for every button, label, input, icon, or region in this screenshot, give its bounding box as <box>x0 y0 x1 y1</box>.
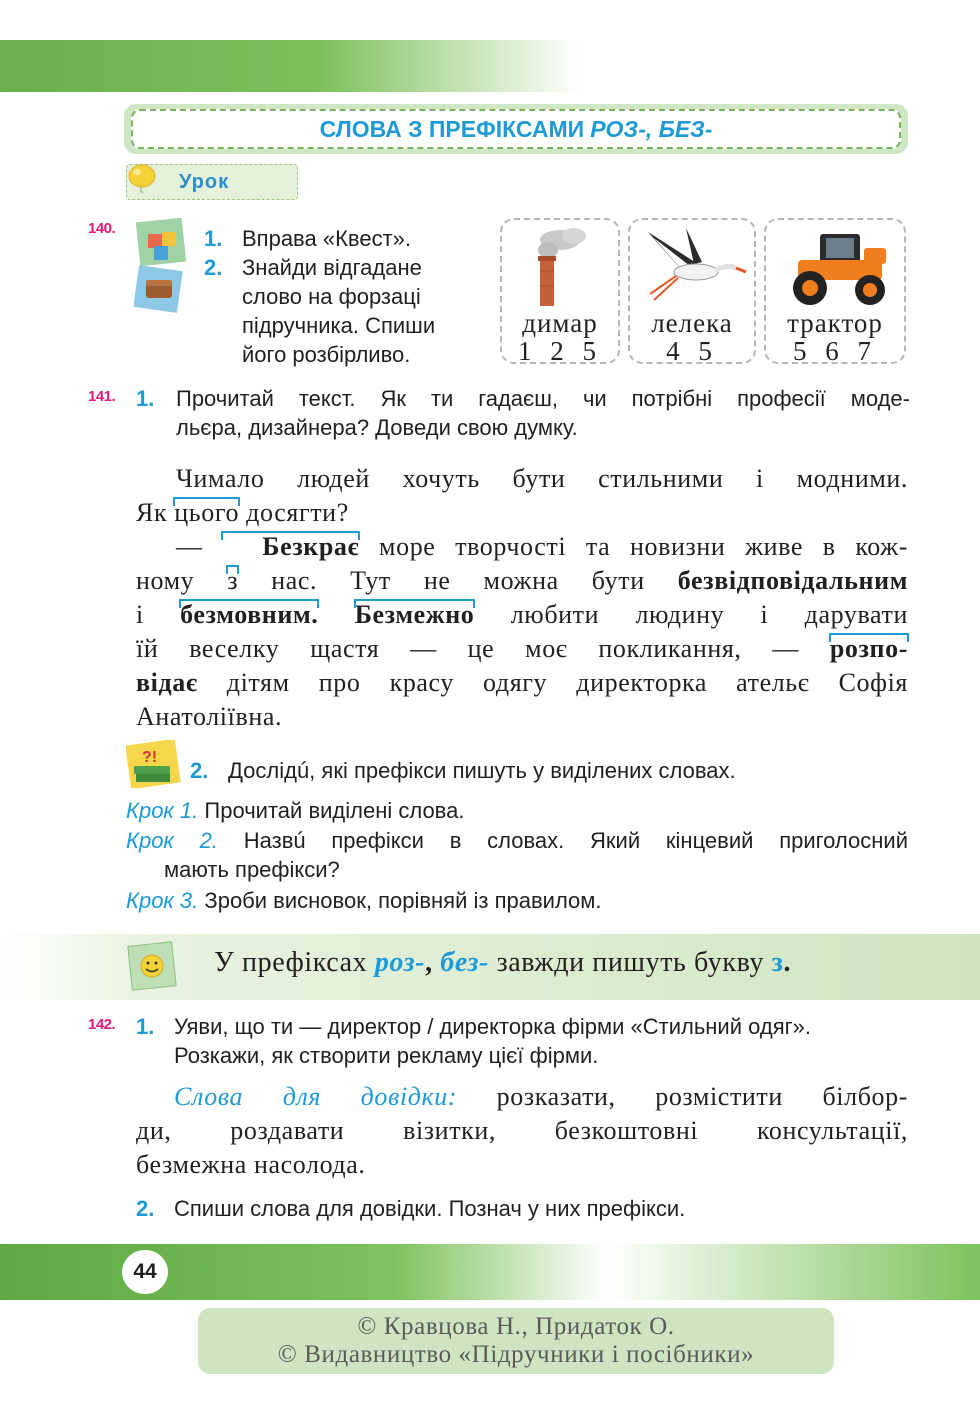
card-numbers: 4 5 <box>666 336 718 366</box>
step-text: Зроби висновок, порівняй із правилом. <box>204 888 602 913</box>
task-row <box>204 224 494 253</box>
rule-fragment: , <box>425 947 441 978</box>
reference-words <box>136 1080 908 1182</box>
task-text: слово на форзаці <box>242 284 421 309</box>
rule-prefix: роз- <box>374 947 426 978</box>
reference-label: Слова для довідки: <box>174 1082 458 1111</box>
exercise-142-task-2 <box>136 1194 910 1223</box>
copyright-authors: © Кравцова Н., Придаток О. <box>357 1313 675 1340</box>
reference-text: безмежна насолода. <box>136 1150 366 1179</box>
highlighted-word: відає <box>136 668 198 697</box>
step-2 <box>126 826 908 884</box>
step-number: 2. <box>190 758 209 783</box>
story-fragment: ному <box>136 566 228 595</box>
title-main: СЛОВА З ПРЕФІКСАМИ <box>319 115 585 142</box>
story-line <box>136 598 908 632</box>
lesson-title-box <box>124 104 908 154</box>
exercise-142-task-1 <box>136 1012 910 1070</box>
story-fragment: море творчості та новизни живе в кож- <box>359 532 908 561</box>
card-word: лелека <box>651 308 733 338</box>
rule-fragment: . <box>783 947 792 978</box>
story-line <box>136 632 908 666</box>
highlighted-word: Безмежно <box>355 598 475 632</box>
story-line <box>136 496 908 530</box>
step-3 <box>126 886 908 915</box>
word-card-chimney <box>500 218 620 364</box>
step-label: Крок 2. <box>126 828 218 853</box>
story-fragment: і <box>136 600 181 629</box>
lesson-badge <box>126 164 298 200</box>
highlighted-word: з <box>227 564 238 598</box>
step-number: 1. <box>136 1014 155 1039</box>
step-number: 1. <box>136 386 155 411</box>
copyright-box <box>198 1308 834 1374</box>
task-text: Дослідú, які префікси пишуть у виділених словах. <box>228 758 736 783</box>
rule-prefix: без- <box>440 947 489 978</box>
reference-text: розказати, розмістити білбор- <box>457 1082 908 1111</box>
title-prefixes: РОЗ-, БЕЗ- <box>590 115 713 142</box>
exercise-140-tasks <box>204 224 494 369</box>
page-number: 44 <box>122 1250 168 1294</box>
card-numbers: 5 6 7 <box>793 336 877 366</box>
card-numbers: 1 2 5 <box>518 336 602 366</box>
task-text: льєра, дизайнера? Доведи свою думку. <box>176 415 578 440</box>
task-row <box>204 253 494 369</box>
svg-text:?!: ?! <box>142 749 158 766</box>
step-number: 1. <box>204 226 223 251</box>
card-word: трактор <box>787 308 883 338</box>
story-line: Анатоліївна. <box>136 702 283 731</box>
exercise-number-141: 141. <box>88 388 116 405</box>
story-text <box>136 462 908 734</box>
exercise-number-140: 140. <box>88 220 116 237</box>
task-text: Прочитай текст. Як ти гадаєш, чи потрібні професії моде- <box>176 386 910 411</box>
story-line <box>136 530 908 564</box>
task-text: Вправа «Квест». <box>242 226 411 251</box>
highlighted-word: безвідповідальним <box>677 566 908 595</box>
exercise-141-task-1 <box>136 384 910 442</box>
task-text: його розбірливо. <box>242 342 411 367</box>
task-text: підручника. Спиши <box>242 313 436 338</box>
task-text: Розкажи, як створити рекламу цієї фірми. <box>174 1043 599 1068</box>
exercise-141-task-2 <box>190 756 910 785</box>
step-1 <box>126 796 908 825</box>
highlighted-word: безмовним. <box>180 598 318 632</box>
story-fragment: нас. Тут не можна бути <box>238 566 678 595</box>
rule-fragment: завжди пишуть букву <box>488 947 772 978</box>
step-text: Назвú префікси в словах. Який кінцевий приголосний <box>243 828 908 853</box>
page-title <box>131 109 901 149</box>
story-line <box>136 564 908 598</box>
cubes-icon <box>134 218 190 314</box>
story-fragment: Як <box>136 498 175 527</box>
chimney-icon <box>524 226 590 306</box>
copyright-publisher: © Видавництво «Підручники і посібники» <box>277 1341 755 1368</box>
step-number: 2. <box>136 1196 155 1221</box>
step-label: Крок 3. <box>126 888 199 913</box>
task-text: Спиши слова для довідки. Познач у них префікси. <box>174 1196 686 1221</box>
highlighted-word: цього <box>174 496 239 530</box>
story-fragment: — <box>176 532 223 561</box>
task-text: Уяви, що ти — директор / директорка фірми «Стильний одяг». <box>174 1014 811 1039</box>
step-label: Крок 1. <box>126 798 199 823</box>
research-books-icon <box>126 740 182 788</box>
story-fragment: дітям про красу одягу директорка ательє Софія <box>197 668 908 697</box>
highlighted-word: Безкрає <box>222 530 359 564</box>
exercise-number-142: 142. <box>88 1016 116 1033</box>
story-line: Чимало людей хочуть бути стильними і модними. <box>176 464 908 493</box>
story-fragment: їй веселку щастя — це моє покликання, — <box>136 634 830 663</box>
step-text: мають префікси? <box>164 857 340 882</box>
rule-text <box>214 947 791 979</box>
top-green-band <box>0 40 580 92</box>
stork-icon <box>640 224 748 308</box>
word-card-tractor <box>764 218 906 364</box>
balloon-icon <box>125 163 161 193</box>
lesson-label: Урок <box>179 171 230 193</box>
reference-text: ди, роздавати візитки, безкоштовні консультації, <box>136 1116 908 1145</box>
task-text: Знайди відгадане <box>242 255 422 280</box>
step-number: 2. <box>204 255 223 280</box>
step-text: Прочитай виділені слова. <box>204 798 465 823</box>
smiley-icon <box>126 940 178 992</box>
story-line <box>136 666 908 700</box>
story-fragment <box>318 600 354 629</box>
rule-fragment: У префіксах <box>214 947 375 978</box>
word-card-stork <box>628 218 756 364</box>
story-fragment: досягти? <box>239 498 349 527</box>
rule-letter: з <box>771 947 784 978</box>
highlighted-word: розпо- <box>830 632 908 666</box>
tractor-icon <box>780 226 896 308</box>
story-fragment: любити людину і дарувати <box>474 600 908 629</box>
card-word: димар <box>522 308 598 338</box>
